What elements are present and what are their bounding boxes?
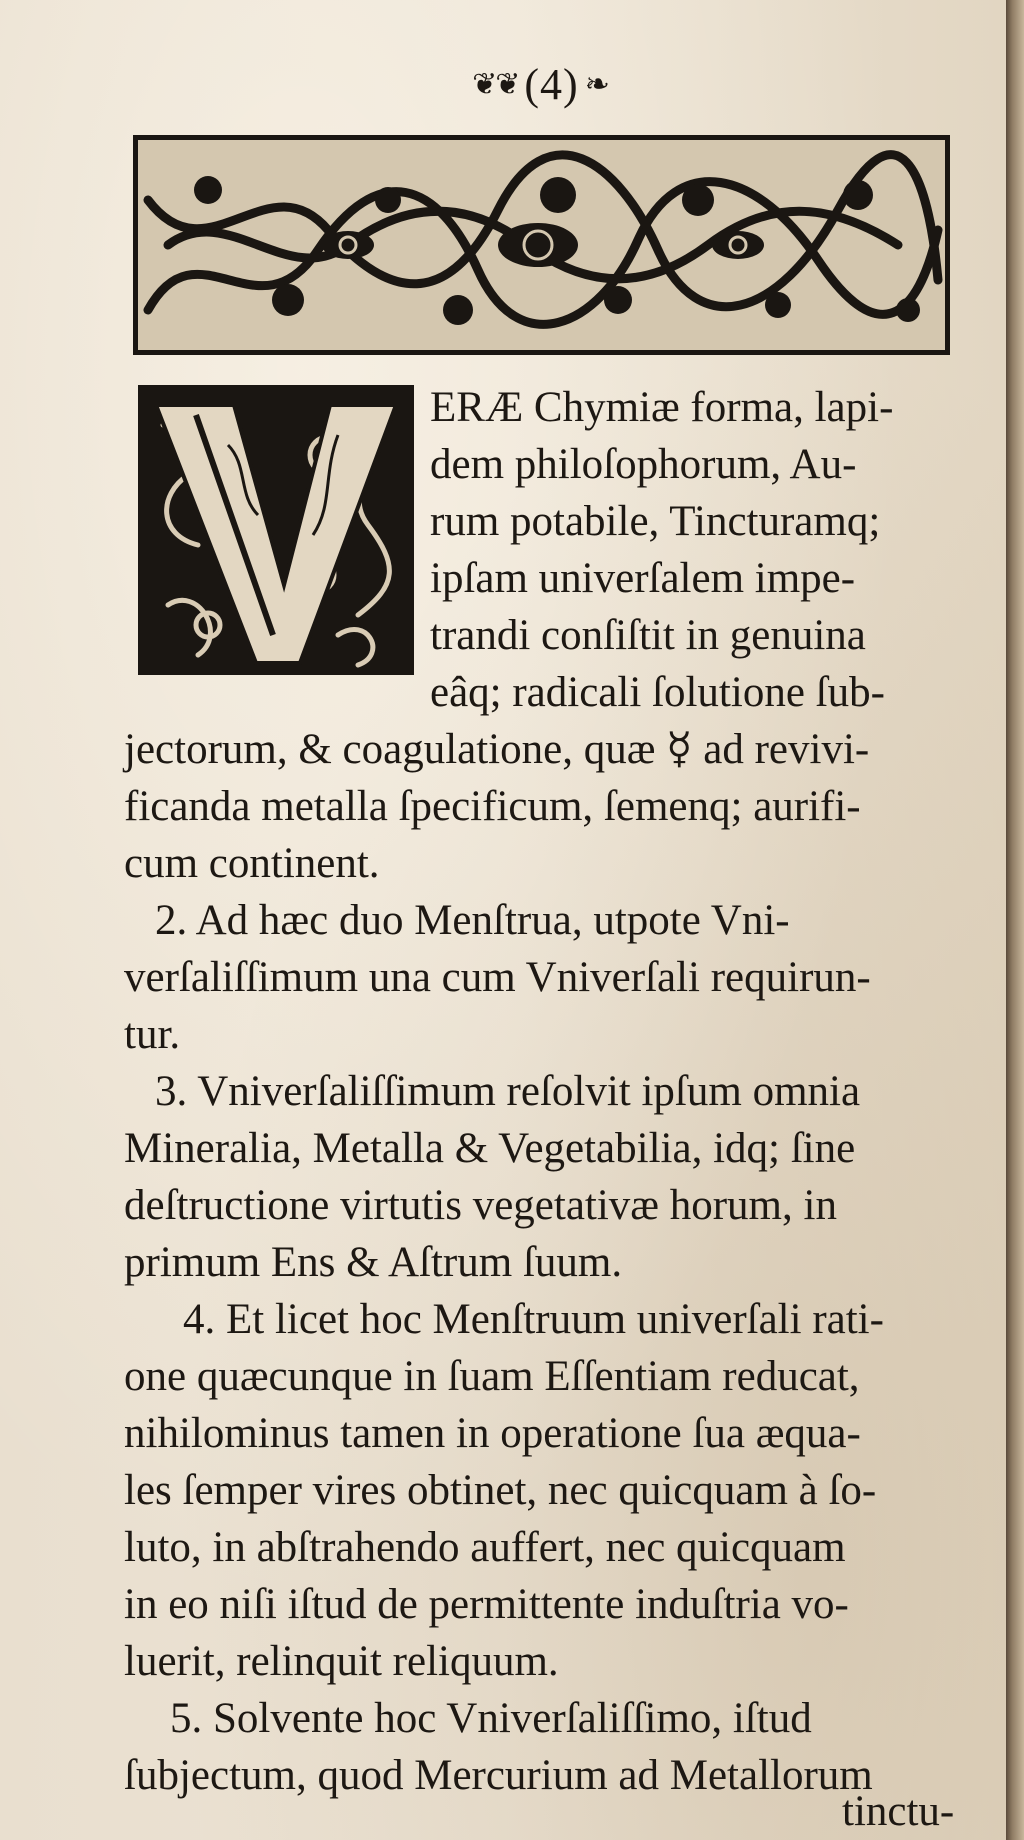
text-line: les ſemper vires obtinet, nec quicquam à ſo- <box>124 1467 877 1514</box>
text-line: ſubjectum, quod Mercurium ad Metallorum <box>124 1752 873 1799</box>
text-line: Mineralia, Metalla & Vegetabilia, idq; ſine <box>124 1125 856 1172</box>
text-line: rum potabile, Tincturamq; <box>430 498 881 545</box>
text-line: tur. <box>124 1011 181 1058</box>
text-line: verſaliſſimum una cum Vniverſali requirun- <box>124 954 871 1001</box>
ornamental-letter-v-icon <box>138 385 414 675</box>
decorative-headpiece <box>133 135 950 355</box>
text-line: deſtructione virtutis vegetativæ horum, in <box>124 1182 837 1229</box>
text-line: 4. Et licet hoc Menſtruum univerſali rati- <box>183 1296 884 1343</box>
header-ornament-right: ❧ <box>584 67 608 101</box>
catchword: tinctu- <box>842 1788 955 1835</box>
header-ornament-left: ❦❦ <box>472 67 519 101</box>
text-line: luerit, relinquit reliquum. <box>124 1638 559 1685</box>
text-line: 3. Vniverſaliſſimum reſolvit ipſum omnia <box>155 1068 861 1115</box>
text-line: one quæcunque in ſuam Eſſentiam reducat, <box>124 1353 860 1400</box>
page-header <box>430 54 650 114</box>
book-spine-edge <box>1006 0 1024 1840</box>
text-line: 5. Solvente hoc Vniverſaliſſimo, iſtud <box>170 1695 812 1742</box>
foliage-ornament-icon <box>138 140 945 350</box>
text-line: trandi conſiſtit in genuina <box>430 612 866 659</box>
text-line: dem philoſophorum, Au- <box>430 441 857 488</box>
text-line: eâq; radicali ſolutione ſub- <box>430 669 885 716</box>
text-line: ERÆ Chymiæ forma, lapi- <box>430 384 894 431</box>
text-line: cum continent. <box>124 840 380 887</box>
text-line: primum Ens & Aſtrum ſuum. <box>124 1239 623 1286</box>
text-line: ficanda metalla ſpecificum, ſemenq; aurifi- <box>124 783 861 830</box>
text-line: 2. Ad hæc duo Menſtrua, utpote Vni- <box>155 897 790 944</box>
text-line: nihilominus tamen in operatione ſua æqua- <box>124 1410 861 1457</box>
drop-cap-initial <box>138 385 414 675</box>
text-line: ipſam univerſalem impe- <box>430 555 856 602</box>
text-line: luto, in abſtrahendo auffert, nec quicquam <box>124 1524 846 1571</box>
page-number: (4) <box>524 59 579 109</box>
text-line: jectorum, & coagulatione, quæ ☿ ad revivi- <box>124 726 870 773</box>
text-line: in eo niſi iſtud de permittente induſtria vo- <box>124 1581 849 1628</box>
